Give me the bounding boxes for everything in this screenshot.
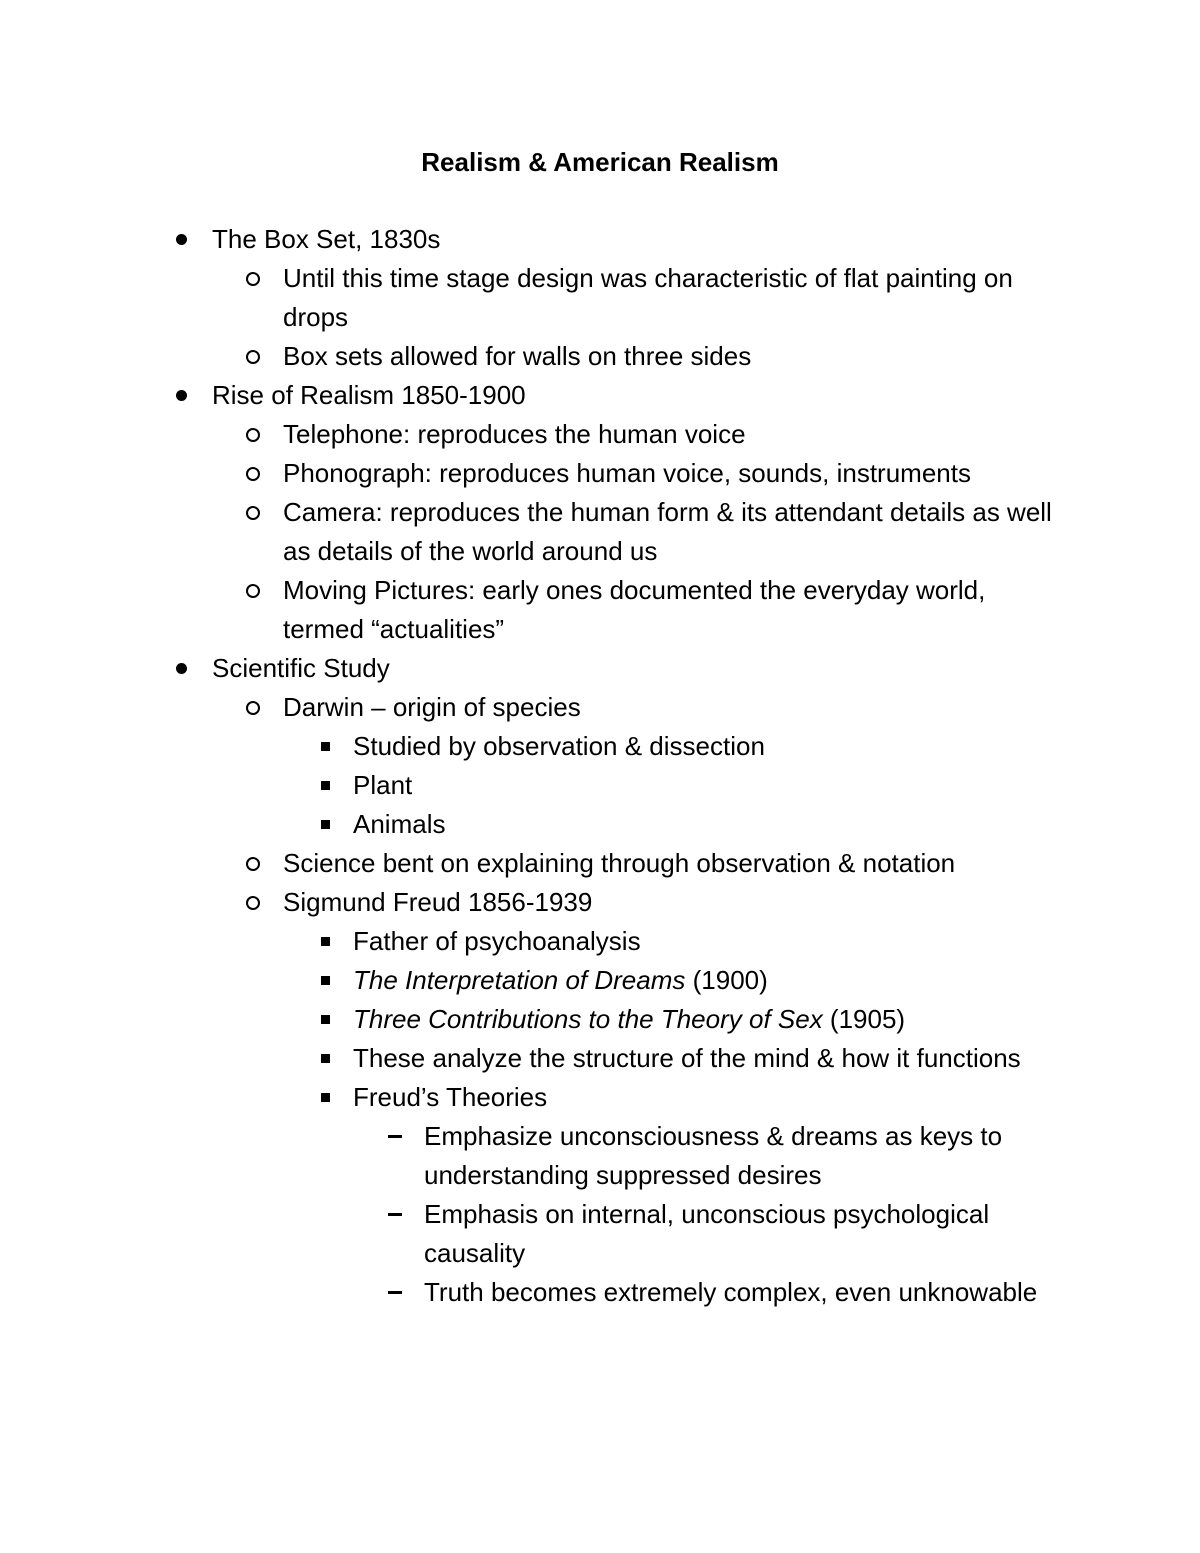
list-item-text: Plant: [353, 770, 413, 800]
list-item: [0, 220, 1052, 259]
list-item: [0, 922, 1043, 961]
list-item: [0, 454, 1063, 493]
list-item-text: Father of psychoanalysis: [353, 926, 641, 956]
list-item-text: Science bent on explaining through observation & notation: [283, 848, 956, 878]
list-item: [0, 649, 1052, 688]
bullet-square-icon: [316, 1039, 334, 1078]
list-item: [0, 883, 1063, 922]
list-item: [0, 1273, 1054, 1312]
list-item: [0, 415, 1063, 454]
bullet-circle-icon: [243, 415, 263, 454]
book-title: The Interpretation of Dreams: [353, 965, 686, 995]
list-item-text: Truth becomes extremely complex, even unknowable: [424, 1277, 1038, 1307]
list-item: [0, 571, 1063, 649]
bullet-disc-icon: [172, 220, 190, 259]
list-item-text: Scientific Study: [212, 653, 390, 683]
bullet-square-icon: [316, 766, 334, 805]
bullet-circle-icon: [243, 883, 263, 922]
list-item-text: Sigmund Freud 1856-1939: [283, 887, 593, 917]
list-item: [0, 727, 1043, 766]
bullet-dash-icon: [384, 1273, 406, 1312]
list-item: [0, 337, 1063, 376]
list-item-text: Freud’s Theories: [353, 1082, 548, 1112]
outline: [0, 220, 1200, 1312]
bullet-square-icon: [316, 727, 334, 766]
bullet-circle-icon: [243, 571, 263, 610]
bullet-disc-icon: [172, 649, 190, 688]
bullet-square-icon: [316, 961, 334, 1000]
list-item: [0, 1195, 1054, 1273]
page-title: Realism & American Realism: [421, 147, 779, 177]
list-item: [0, 493, 1063, 571]
bullet-circle-icon: [243, 493, 263, 532]
list-item-text: These analyze the structure of the mind & how it functions: [353, 1043, 1021, 1073]
list-item-text: Moving Pictures: early ones documented the everyday world, termed “actualities”: [283, 575, 986, 644]
bullet-dash-icon: [384, 1195, 406, 1234]
list-item: [0, 1000, 1043, 1039]
list-item: [0, 766, 1043, 805]
bullet-disc-icon: [172, 376, 190, 415]
bullet-circle-icon: [243, 454, 263, 493]
list-item: [0, 805, 1043, 844]
list-item: [0, 961, 1043, 1000]
bullet-circle-icon: [243, 337, 263, 376]
list-item-text: Emphasis on internal, unconscious psychological causality: [424, 1199, 990, 1268]
book-year: (1905): [822, 1004, 906, 1034]
list-item-text: Box sets allowed for walls on three sides: [283, 341, 752, 371]
bullet-square-icon: [316, 1078, 334, 1117]
list-item: [0, 1117, 1054, 1195]
list-item-text: Rise of Realism 1850-1900: [212, 380, 526, 410]
list-item-text: The Box Set, 1830s: [212, 224, 441, 254]
bullet-square-icon: [316, 805, 334, 844]
list-item: [0, 1078, 1043, 1117]
list-item-text: Telephone: reproduces the human voice: [283, 419, 746, 449]
list-item-text: Camera: reproduces the human form & its attendant details as well as details of the world around us: [283, 497, 1052, 566]
list-item-text: Darwin – origin of species: [283, 692, 581, 722]
bullet-square-icon: [316, 922, 334, 961]
list-item-text: Phonograph: reproduces human voice, sounds, instruments: [283, 458, 971, 488]
list-item: [0, 259, 1063, 337]
book-title: Three Contributions to the Theory of Sex: [353, 1004, 823, 1034]
bullet-dash-icon: [384, 1117, 406, 1156]
list-item-text: Animals: [353, 809, 446, 839]
list-item-text: Until this time stage design was characteristic of flat painting on drops: [283, 263, 1013, 332]
list-item: [0, 1039, 1043, 1078]
bullet-square-icon: [316, 1000, 334, 1039]
book-year: (1900): [685, 965, 768, 995]
bullet-circle-icon: [243, 844, 263, 883]
list-item-text: Emphasize unconsciousness & dreams as keys to understanding suppressed desires: [424, 1121, 1003, 1190]
list-item: [0, 688, 1063, 727]
list-item: [0, 844, 1063, 883]
bullet-circle-icon: [243, 259, 263, 298]
list-item-text: Studied by observation & dissection: [353, 731, 765, 761]
list-item: [0, 376, 1052, 415]
bullet-circle-icon: [243, 688, 263, 727]
